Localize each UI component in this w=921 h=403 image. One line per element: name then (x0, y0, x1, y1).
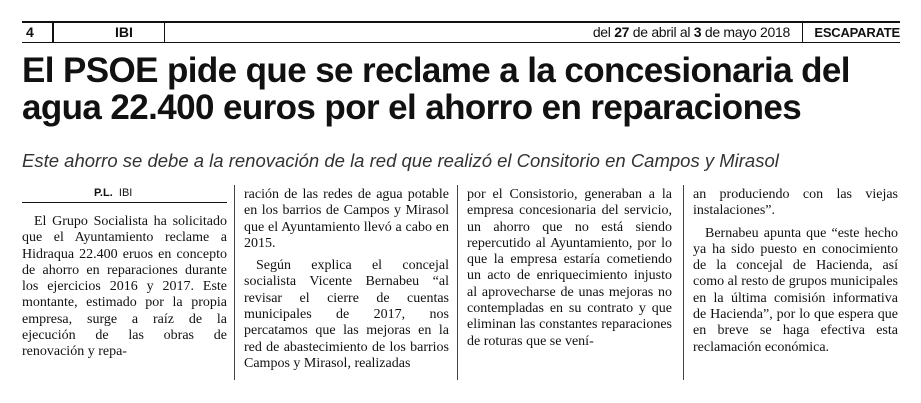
article-column-2 (244, 187, 449, 372)
paragraph: an produciendo con las viejas instalaciones”. (693, 187, 898, 219)
paragraph: por el Consistorio, generaban a la empresa concesionaria del servicio, un ahorro que no está siendo repercutido al Ayuntamiento, por lo que la empresa estaría cometiendo un acto de enriquecimiento injusto al aprovecharse de unas mejoras no contempladas en su contrato y que eliminan las constantes reparaciones de roturas que se vení- (467, 187, 672, 349)
edition-divider (802, 23, 803, 42)
date-start-day: 27 (614, 24, 630, 40)
date-end-day: 3 (693, 24, 702, 40)
paragraph: Bernabeu apunta que “este hecho ya ha sido puesto en conocimiento de la concejal de Hacienda, así como al resto de grupos municipales en la última comisión informativa de Hacienda”, por lo que espera que en breve se haga efectiva esta reclamación económica. (693, 225, 898, 355)
headline: El PSOE pide que se reclame a la concesionaria del agua 22.400 euros por el ahorro en reparaciones (22, 51, 850, 127)
column-divider (234, 185, 235, 380)
paragraph: ración de las redes de agua potable en los barrios de Campos y Mirasol que el Ayuntamiento llevó a cabo en 2015. (244, 187, 449, 251)
issue-dates (593, 23, 790, 42)
paragraph: El Grupo Socialista ha solicitado que el Ayuntamiento reclame a Hidraqua 22.400 eruos en concepto de ahorro en reparaciones durante los ejercicios 2016 y 2017. Este montante, estimado por la propia empresa, surge a raíz de la ejecución de las obras de renovación y repa- (22, 214, 227, 360)
edition-name: ESCAPARATE (814, 25, 900, 40)
column-divider (457, 185, 458, 380)
column-divider (683, 185, 684, 380)
page-header (22, 21, 900, 43)
subheadline: Este ahorro se debe a la renovación de la red que realizó el Consitorio en Campos y Mirasol (22, 150, 779, 171)
byline-place: IBI (118, 187, 133, 199)
date-prefix: del (592, 24, 615, 40)
article-column-1 (22, 187, 227, 361)
paragraph: Según explica el concejal socialista Vicente Bernabeu “al revisar el cierre de cuentas municipales de 2017, nos percatamos que las mejoras en la red de abastecimiento de los barrios Campos y Mirasol, realizadas (244, 258, 449, 371)
article-column-3 (467, 187, 672, 350)
byline-author: P.L. (94, 187, 113, 199)
byline (22, 187, 227, 203)
page-number: 4 (22, 23, 54, 42)
date-suffix: de mayo 2018 (701, 24, 790, 40)
article-column-4 (693, 187, 898, 356)
section-name: IBI (115, 24, 133, 40)
date-middle: de abril al (629, 24, 694, 40)
section-divider (164, 23, 165, 42)
